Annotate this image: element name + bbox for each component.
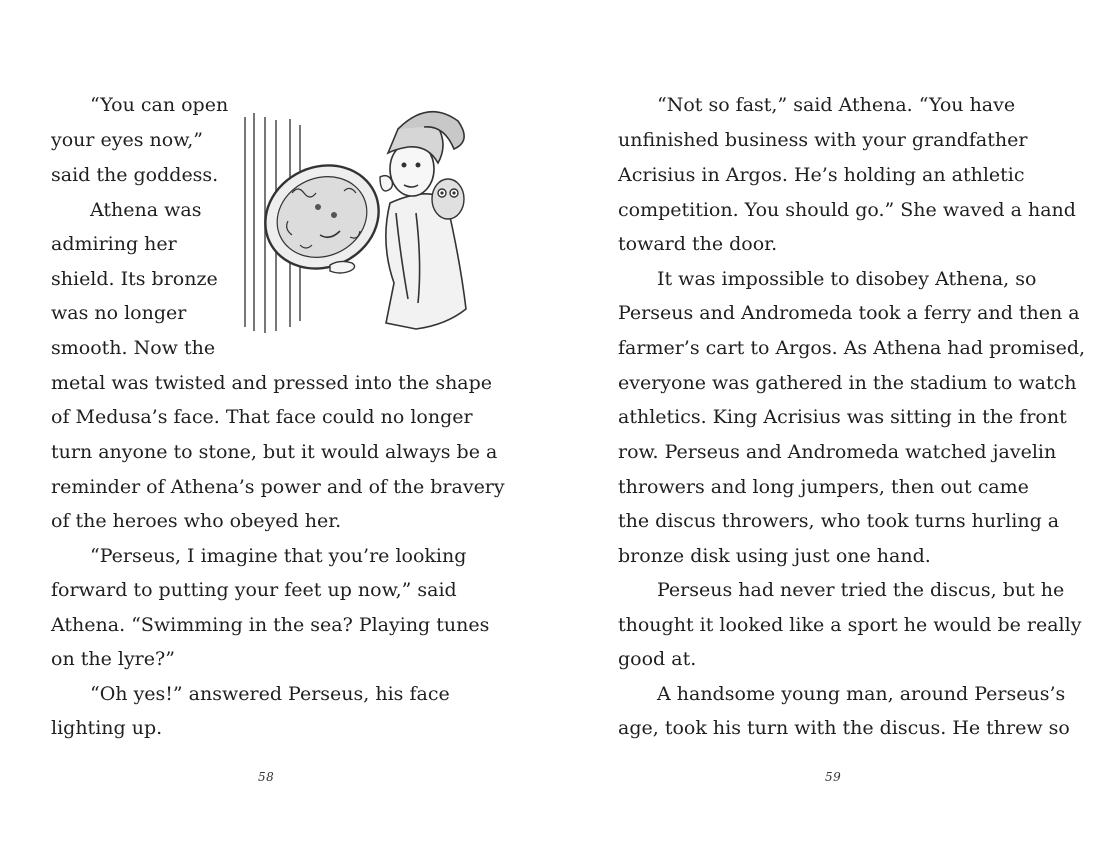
left-line-10: of Medusa’s face. That face could no longer xyxy=(51,406,473,428)
left-line-9: metal was twisted and pressed into the shape xyxy=(51,372,493,394)
right-line-5: toward the door. xyxy=(618,233,778,255)
right-line-19: age, took his turn with the discus. He threw so xyxy=(618,717,1070,739)
left-line-14: “Perseus, I imagine that you’re looking xyxy=(90,545,467,567)
left-line-5: admiring her xyxy=(51,233,177,255)
page-number-left: 58 xyxy=(258,770,275,784)
right-line-7: Perseus and Andromeda took a ferry and then a xyxy=(618,302,1080,324)
right-line-13: the discus throwers, who took turns hurling a xyxy=(618,510,1060,532)
right-line-4: competition. You should go.” She waved a hand xyxy=(618,199,1076,221)
left-line-4: Athena was xyxy=(90,199,202,221)
right-line-12: throwers and long jumpers, then out came xyxy=(618,476,1029,498)
right-line-10: athletics. King Acrisius was sitting in the front xyxy=(618,406,1067,428)
left-line-17: on the lyre?” xyxy=(51,648,175,670)
left-line-19: lighting up. xyxy=(51,717,163,739)
athena-figure xyxy=(386,142,466,329)
left-line-6: shield. Its bronze xyxy=(51,268,218,290)
right-line-18: A handsome young man, around Perseus’s xyxy=(657,683,1066,705)
right-page xyxy=(550,0,1100,844)
left-line-18: “Oh yes!” answered Perseus, his face xyxy=(90,683,450,705)
right-line-9: everyone was gathered in the stadium to watch xyxy=(618,372,1077,394)
right-line-6: It was impossible to disobey Athena, so xyxy=(657,268,1037,290)
right-line-16: thought it looked like a sport he would be really xyxy=(618,614,1082,636)
right-line-8: farmer’s cart to Argos. As Athena had promised, xyxy=(618,337,1086,359)
left-line-13: of the heroes who obeyed her. xyxy=(51,510,342,532)
right-line-14: bronze disk using just one hand. xyxy=(618,545,931,567)
right-line-15: Perseus had never tried the discus, but he xyxy=(657,579,1065,601)
right-line-1: “Not so fast,” said Athena. “You have xyxy=(657,94,1016,116)
athena-shield-illustration xyxy=(240,95,485,340)
page-number-right: 59 xyxy=(825,770,842,784)
left-line-16: Athena. “Swimming in the sea? Playing tunes xyxy=(51,614,490,636)
left-line-2: your eyes now,” xyxy=(51,129,203,151)
right-line-3: Acrisius in Argos. He’s holding an athletic xyxy=(618,164,1025,186)
left-line-1: “You can open xyxy=(90,94,229,116)
right-line-11: row. Perseus and Andromeda watched javelin xyxy=(618,441,1057,463)
left-line-11: turn anyone to stone, but it would always be a xyxy=(51,441,498,463)
left-line-8: smooth. Now the xyxy=(51,337,216,359)
owl xyxy=(432,179,464,219)
left-line-7: was no longer xyxy=(51,302,187,324)
left-line-3: said the goddess. xyxy=(51,164,219,186)
medusa-shield xyxy=(248,147,395,287)
right-line-17: good at. xyxy=(618,648,697,670)
right-line-2: unfinished business with your grandfather xyxy=(618,129,1028,151)
left-line-12: reminder of Athena’s power and of the bravery xyxy=(51,476,505,498)
left-line-15: forward to putting your feet up now,” said xyxy=(51,579,457,601)
